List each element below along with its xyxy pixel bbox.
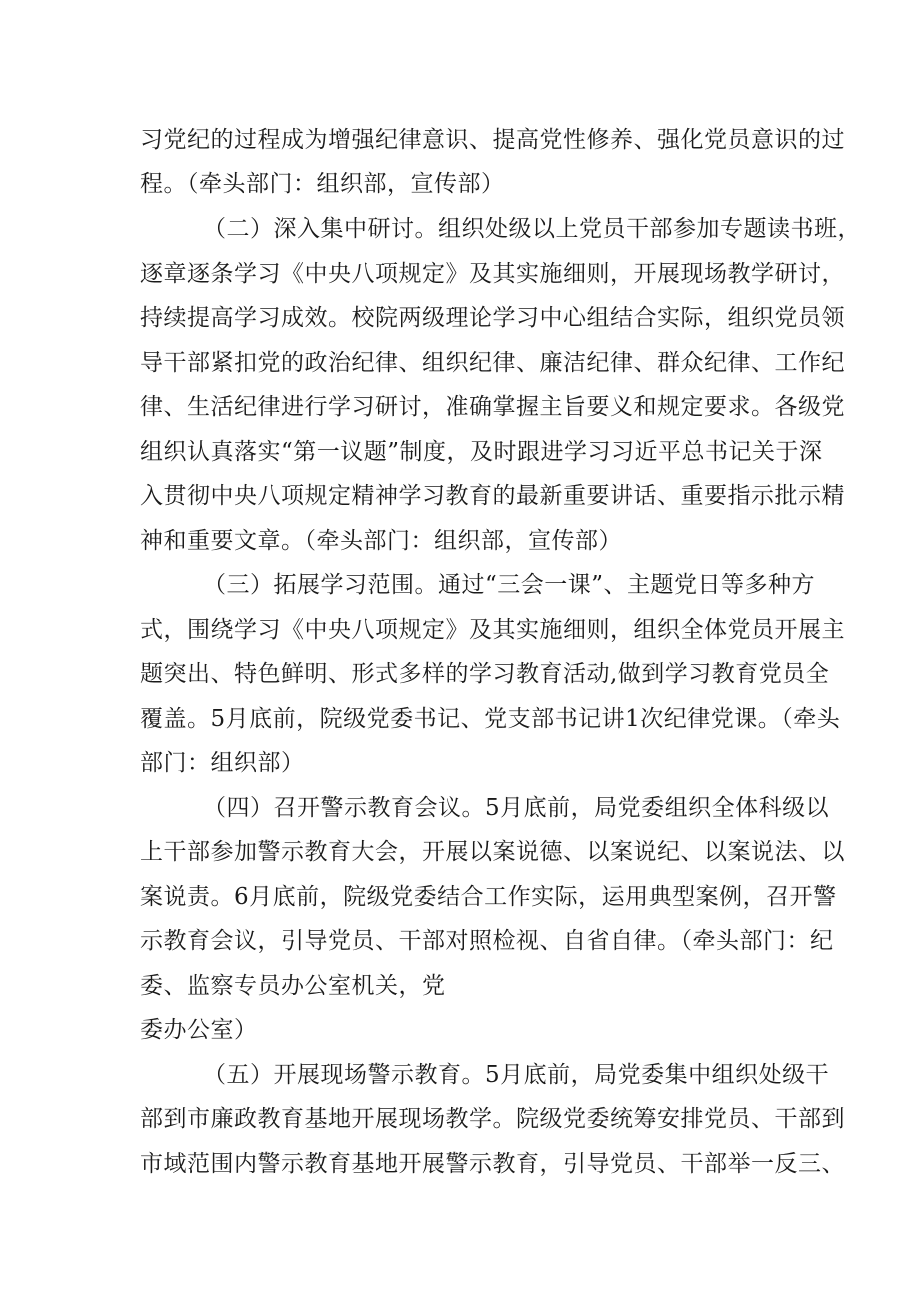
text-line: 逐章逐条学习《中央八项规定》及其实施细则，开展现场教学研讨，: [140, 261, 845, 287]
text-line: 委、监察专员办公室机关，党: [140, 973, 446, 999]
paragraph-start-line: （二）深入集中研讨。组织处级以上党员干部参加专题读书班，: [203, 216, 861, 242]
text-line: 持续提高学习成效。校院两级理论学习中心组结合实际，组织党员领: [140, 305, 845, 331]
text-line: 市域范围内警示教育基地开展警示教育，引导党员、干部举一反三、: [140, 1151, 845, 1177]
paragraph-start-line: （三）拓展学习范围。通过“三会一课”、主题党日等多种方: [203, 572, 816, 598]
text-line: 组织认真落实“第一议题”制度，及时跟进学习习近平总书记关于深: [140, 439, 823, 465]
text-line: 程。（牵头部门：组织部，宣传部）: [140, 171, 505, 197]
text-line: 习党纪的过程成为增强纪律意识、提高党性修养、强化党员意识的过: [140, 127, 845, 153]
text-line: 入贯彻中央八项规定精神学习教育的最新重要讲话、重要指示批示精: [140, 483, 845, 509]
text-line: 部门：组织部）: [140, 750, 305, 776]
text-line: 示教育会议，引导党员、干部对照检视、自省自律。（牵头部门：纪: [140, 928, 834, 954]
text-line: 导干部紧扣党的政治纪律、组织纪律、廉洁纪律、群众纪律、工作纪: [140, 350, 845, 376]
paragraph-start-line: （四）召开警示教育会议。5月底前，局党委组织全体科级以: [203, 795, 830, 821]
paragraph-start-line: （五）开展现场警示教育。5月底前，局党委集中组织处级干: [203, 1062, 830, 1088]
text-line: 部到市廉政教育基地开展现场教学。院级党委统筹安排党员、干部到: [140, 1106, 845, 1132]
text-line: 案说责。6月底前，院级党委结合工作实际，运用典型案例，召开警: [140, 884, 837, 910]
text-line: 律、生活纪律进行学习研讨，准确掌握主旨要义和规定要求。各级党: [140, 394, 845, 420]
text-line: 覆盖。5月底前，院级党委书记、党支部书记讲1次纪律党课。（牵头: [140, 706, 841, 732]
text-line: 题突出、特色鲜明、形式多样的学习教育活动,做到学习教育党员全: [140, 661, 830, 687]
text-line: 神和重要文章。（牵头部门：组织部，宣传部）: [140, 528, 622, 554]
text-line: 上干部参加警示教育大会，开展以案说德、以案说纪、以案说法、以: [140, 839, 845, 865]
text-line: 委办公室）: [140, 1017, 258, 1043]
text-line: 式，围绕学习《中央八项规定》及其实施细则，组织全体党员开展主: [140, 617, 845, 643]
